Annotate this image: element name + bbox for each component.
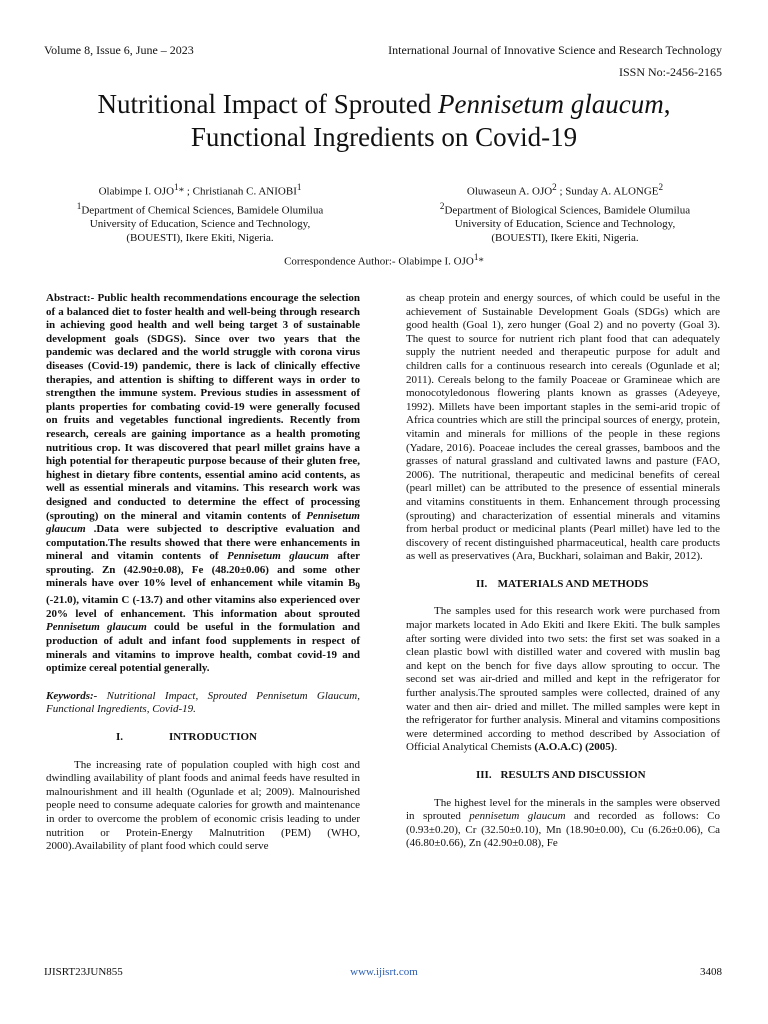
species-name: Pennisetum glaucum — [226, 550, 329, 563]
correspondence-author — [0, 252, 768, 268]
intro-paragraph-continued: as cheap protein and energy sources, of which could be useful in the achievement of Sustainable Development Goals (SDGs) which are good health (Goal 1), zero hunger (Goal 2) and no poverty (Goal 3). The quest to source for nutrient rich plant food that can adequately supply the nutrient needed and therapeutic purpose for adult and children calls for a continuous research into cereals (Ogunlade et al; 2011). Cereals belong to the family Poaceae or Gramineae which are monocotyledonous flowering plants known as grasses (Adeyeye, 1992). Millets have been important staples in the semi-arid tropic of Africa countries which are still the principal sources of energy, protein, vitamin and minerals for millions of the people in these regions (Yadare, 2016). Poaceae includes the cereal grasses, bamboos and the grasses of natural grassland and cultivated lawns and pasture (FAO, 2006). The nutritional, therapeutic and medicinal benefits of cereal (pearl millet) can be attributed to the presence of essential minerals and vitamins constituents in them. Enhancement through processing (sprouting) and characterization of essential minerals and vitamins from herbal product or medicinal plants (Pearl millet) have led to the discovery of recent distinguished pharmaceutical, health care products as well as preservatives (Ara, Buckhari, solaiman and Bakir, 2012). — [406, 292, 720, 563]
issn: ISSN No:-2456-2165 — [618, 65, 722, 79]
methods-text: . — [614, 741, 618, 754]
author-department — [400, 199, 730, 218]
affiliation-mark: 1 — [296, 182, 302, 192]
author-name: Oluwaseun A. OJO — [466, 185, 553, 198]
keywords-text: Nutritional Impact, Sprouted Pennisetum Glaucum, Functional Ingredients, Covid-19. — [46, 689, 360, 716]
journal-volume: Volume 8, Issue 6, June – 2023 — [44, 43, 194, 57]
affiliation-mark: 2 — [658, 182, 664, 192]
affiliation-mark: 2 — [552, 182, 557, 192]
title-part: Functional Ingredients on Covid-19 — [190, 122, 578, 152]
department-text: Department of Biological Sciences, Bamidele Olumilua — [444, 204, 691, 217]
author-name: ; Sunday A. ALONGE — [556, 185, 659, 198]
species-name: Pennisetum glaucum — [46, 621, 147, 634]
abstract-text: after sprouting. Zn (42.90±0.08), Fe (48.20±0.06) and some other minerals have over 10% level of enhancement while vitamin B — [46, 550, 360, 590]
affiliation-mark: 1 — [76, 200, 82, 211]
author-place: (BOUESTI), Ikere Ekiti, Nigeria. — [126, 232, 274, 245]
title-part: Nutritional Impact of Sprouted — [97, 89, 438, 119]
paper-title — [0, 88, 768, 154]
section-number: III. — [476, 769, 492, 781]
subscript: 9 — [355, 581, 360, 592]
author-university: University of Education, Science and Technology, — [89, 218, 311, 231]
keywords — [46, 690, 360, 717]
citation: (A.O.A.C) (2005) — [534, 741, 615, 754]
author-place: (BOUESTI), Ikere Ekiti, Nigeria. — [491, 232, 639, 245]
journal-name: International Journal of Innovative Science and Research Technology — [388, 43, 722, 57]
correspondence-text: Correspondence Author:- Olabimpe I. OJO — [284, 255, 474, 268]
journal-website-link[interactable]: www.ijisrt.com — [350, 966, 418, 978]
author-department — [35, 199, 365, 218]
results-text: and recorded as follows: Co (0.93±0.20), Cr (32.50±0.10), Mn (18.90±0.00), Cu (6.26±0.06), Ca (46.80±0.66), Zn (42.90±0.08), Fe — [406, 810, 720, 850]
author-block-right — [400, 180, 730, 245]
title-species: Pennisetum glaucum — [437, 89, 664, 119]
department-text: Department of Chemical Sciences, Bamidele Olumilua — [81, 204, 324, 217]
section-title: INTRODUCTION — [168, 731, 257, 743]
methods-paragraph — [406, 605, 720, 755]
author-university: University of Education, Science and Technology, — [454, 218, 676, 231]
results-paragraph — [406, 797, 720, 851]
section-title: MATERIALS AND METHODS — [497, 577, 649, 590]
section-heading-methods — [406, 578, 720, 592]
intro-paragraph: The increasing rate of population coupled with high cost and dwindling availability of plant foods and animal feeds have resulted in malnourishment and ill health (Ogunlade et al; 2009). Malnourished people need to consume adequate calories for growth and maintenance in order to overcome the problem of economic crisis leading to under nutrition or Protein-Energy Malnutrition (PEM) (WHO, 2000).Availability of plant food which could serve — [46, 758, 360, 853]
affiliation-mark: 1 — [473, 252, 479, 262]
species-name: Pennisetum glaucum — [46, 509, 360, 536]
author-block-left — [35, 180, 365, 245]
title-part: , — [663, 89, 671, 119]
section-number: I. — [116, 731, 124, 743]
affiliation-mark: 2 — [439, 200, 445, 211]
species-name: pennisetum glaucum — [469, 810, 566, 823]
section-title: RESULTS AND DISCUSSION — [500, 769, 646, 781]
abstract — [46, 292, 360, 676]
right-column — [406, 292, 720, 851]
abstract-text: .Data were subjected to descriptive evaluation and computation.The results showed that there were enhancements in mineral and vitamin contents of — [46, 523, 360, 563]
abstract-text: could be useful in the formulation and production of adult and infant food supplements in respect of minerals and vitamins to improve health, combat covid-19 and optimize cereal potential generally. — [46, 621, 360, 675]
section-heading-results — [406, 769, 720, 783]
page-number: 3408 — [700, 966, 722, 978]
methods-text: The samples used for this research work were purchased from major markets located in Ado Ekiti and Ikere Ekiti. The bulk samples after sorting were divided into two sets: the first set was soaked in a clean plastic bowl with distilled water and covered with muslin bag and kept on the bench for five days allow sprouting to occur. The second set was air-dried and milled and kept in the refrigerator for further analysis.The sprouted samples were collected, drained of any water and then air- dried and millet. The milled samples were kept in the refrigerator for further analysis. Mineral and vitamins compositions were determined according to method described by Association of Official Analytical Chemists — [406, 605, 720, 754]
paper-id: IJISRT23JUN855 — [44, 966, 123, 978]
left-column — [46, 292, 360, 854]
correspondence-mark: * — [478, 255, 484, 268]
author-name: * ; Christianah C. ANIOBI — [178, 185, 297, 198]
author-names — [35, 180, 365, 199]
author-name: Olabimpe I. OJO — [98, 185, 175, 198]
keywords-label: Keywords:- — [46, 689, 98, 702]
section-heading-introduction — [46, 731, 360, 745]
abstract-text: (-21.0), vitamin C (-13.7) and other vitamins also experienced over 20% level of enhancement. This information about sprouted — [46, 594, 360, 620]
abstract-text: Abstract:- Public health recommendations encourage the selection of a balanced diet to foster health and well-being through research in achieving good health and well being target 3 of sustainable development goals (SDGS). Since over two years that the pandemic was declared and the world struggle with corona virus diseases (Covid-19) pandemic, there is lack of clinically effective therapies, and attention is shifting to different ways in order to strengthen the immune system. Previous studies in assessment of plants properties for combating covid-19 were generally focused on fruits and vegetables functional ingredients. Recently from research, cereals are gaining importance as a health promoting nutritious crop. It was discovered that pearl millet grains have a high potential for therapeutic purpose because of their gluten free, highest in dietary fibre contents, essential amino acid contents, as well as essential minerals and vitamins. This research work was designed and conducted to determine the effect of processing (sprouting) on the mineral and vitamin contents of — [46, 292, 360, 522]
affiliation-mark: 1 — [174, 182, 179, 192]
author-names — [400, 180, 730, 199]
section-number: II. — [476, 577, 488, 590]
results-text: The highest level for the minerals in the samples were observed in sprouted — [406, 796, 720, 823]
